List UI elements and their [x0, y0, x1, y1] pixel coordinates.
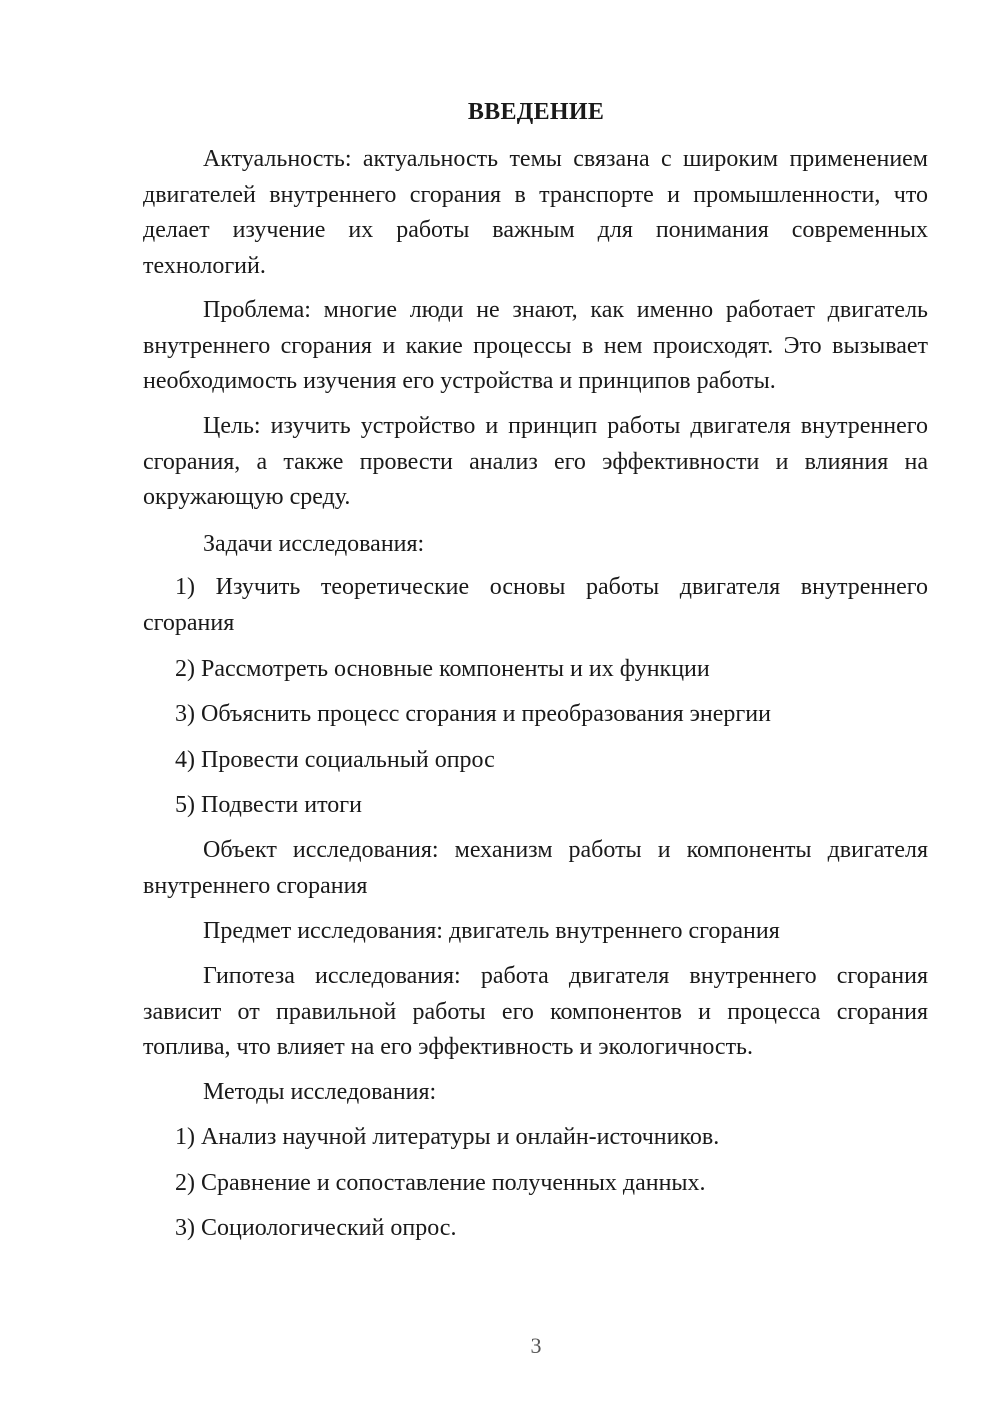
task-item: 3) Объяснить процесс сгорания и преобразования энергии: [175, 701, 771, 727]
paragraph-object: Объект исследования: механизм работы и компоненты двигателя внутреннего сгорания: [143, 837, 928, 899]
task-item: 2) Рассмотреть основные компоненты и их функции: [175, 656, 710, 682]
task-item: 5) Подвести итоги: [175, 792, 362, 818]
paragraph-relevance: Актуальность: актуальность темы связана с широким применением двигателей внутреннего сгорания в транспорте и промышленности, что делает изучение их работы важным для понимания современных технологий.: [143, 146, 928, 279]
method-item: 2) Сравнение и сопоставление полученных данных.: [175, 1170, 706, 1196]
page-title: ВВЕДЕНИЕ: [467, 99, 605, 125]
task-item: 1) Изучить теоретические основы работы двигателя внутреннего сгорания: [143, 574, 928, 636]
methods-heading: Методы исследования:: [203, 1079, 437, 1105]
paragraph-subject: Предмет исследования: двигатель внутреннего сгорания: [203, 918, 780, 944]
tasks-heading: Задачи исследования:: [203, 531, 425, 557]
paragraph-goal: Цель: изучить устройство и принцип работы двигателя внутреннего сгорания, а также провести анализ его эффективности и влияния на окружающую среду.: [143, 413, 928, 510]
paragraph-problem: Проблема: многие люди не знают, как именно работает двигатель внутреннего сгорания и какие процессы в нем происходят. Это вызывает необходимость изучения его устройства и принципов работы.: [143, 297, 928, 394]
method-item: 1) Анализ научной литературы и онлайн-источников.: [175, 1124, 720, 1150]
task-item: 4) Провести социальный опрос: [175, 747, 495, 773]
page-number: 3: [530, 1333, 542, 1358]
method-item: 3) Социологический опрос.: [175, 1215, 457, 1241]
paragraph-hypothesis: Гипотеза исследования: работа двигателя внутреннего сгорания зависит от правильной работы его компонентов и процесса сгорания топлива, что влияет на его эффективность и экологичность.: [143, 963, 928, 1060]
